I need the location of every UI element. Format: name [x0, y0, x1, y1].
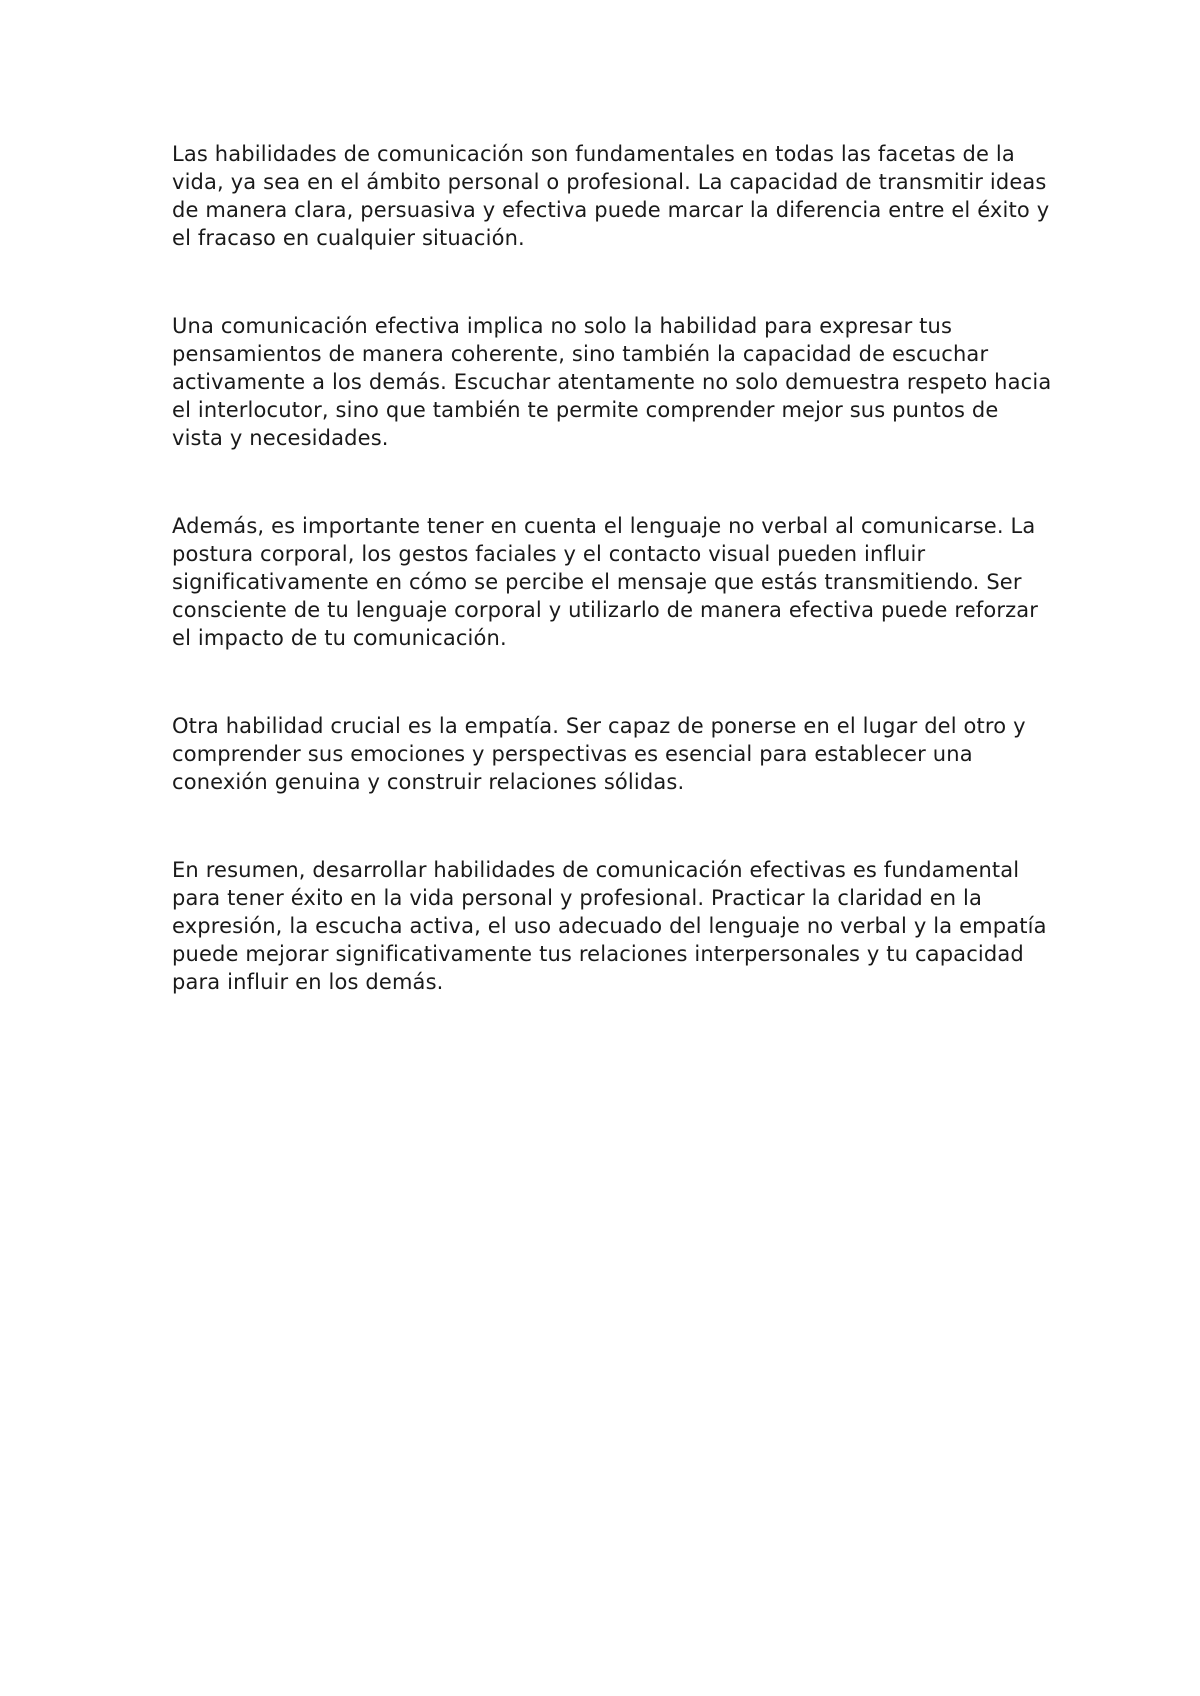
- document-body: [172, 140, 1052, 1056]
- paragraph-4: Otra habilidad crucial es la empatía. Ser capaz de ponerse en el lugar del otro y comprender sus emociones y perspectivas es esencial para establecer una conexión genuina y construir relaciones sólidas.: [172, 714, 1026, 794]
- paragraph-5: En resumen, desarrollar habilidades de comunicación efectivas es fundamental para tener éxito en la vida personal y profesional. Practicar la claridad en la expresión, la escucha activa, el uso adecuado del lenguaje no verbal y la empatía puede mejorar significativamente tus relaciones interpersonales y tu capacidad para influir en los demás.: [172, 858, 1047, 994]
- paragraph-2: Una comunicación efectiva implica no solo la habilidad para expresar tus pensamientos de manera coherente, sino también la capacidad de escuchar activamente a los demás. Escuchar atentamente no solo demuestra respeto hacia el interlocutor, sino que también te permite comprender mejor sus puntos de vista y necesidades.: [172, 314, 1052, 450]
- paragraph-1: Las habilidades de comunicación son fundamentales en todas las facetas de la vida, ya sea en el ámbito personal o profesional. La capacidad de transmitir ideas de manera clara, persuasiva y efectiva puede marcar la diferencia entre el éxito y el fracaso en cualquier situación.: [172, 142, 1050, 250]
- paragraph-3: Además, es importante tener en cuenta el lenguaje no verbal al comunicarse. La postura corporal, los gestos faciales y el contacto visual pueden influir significativamente en cómo se percibe el mensaje que estás transmitiendo. Ser consciente de tu lenguaje corporal y utilizarlo de manera efectiva puede reforzar el impacto de tu comunicación.: [172, 514, 1039, 650]
